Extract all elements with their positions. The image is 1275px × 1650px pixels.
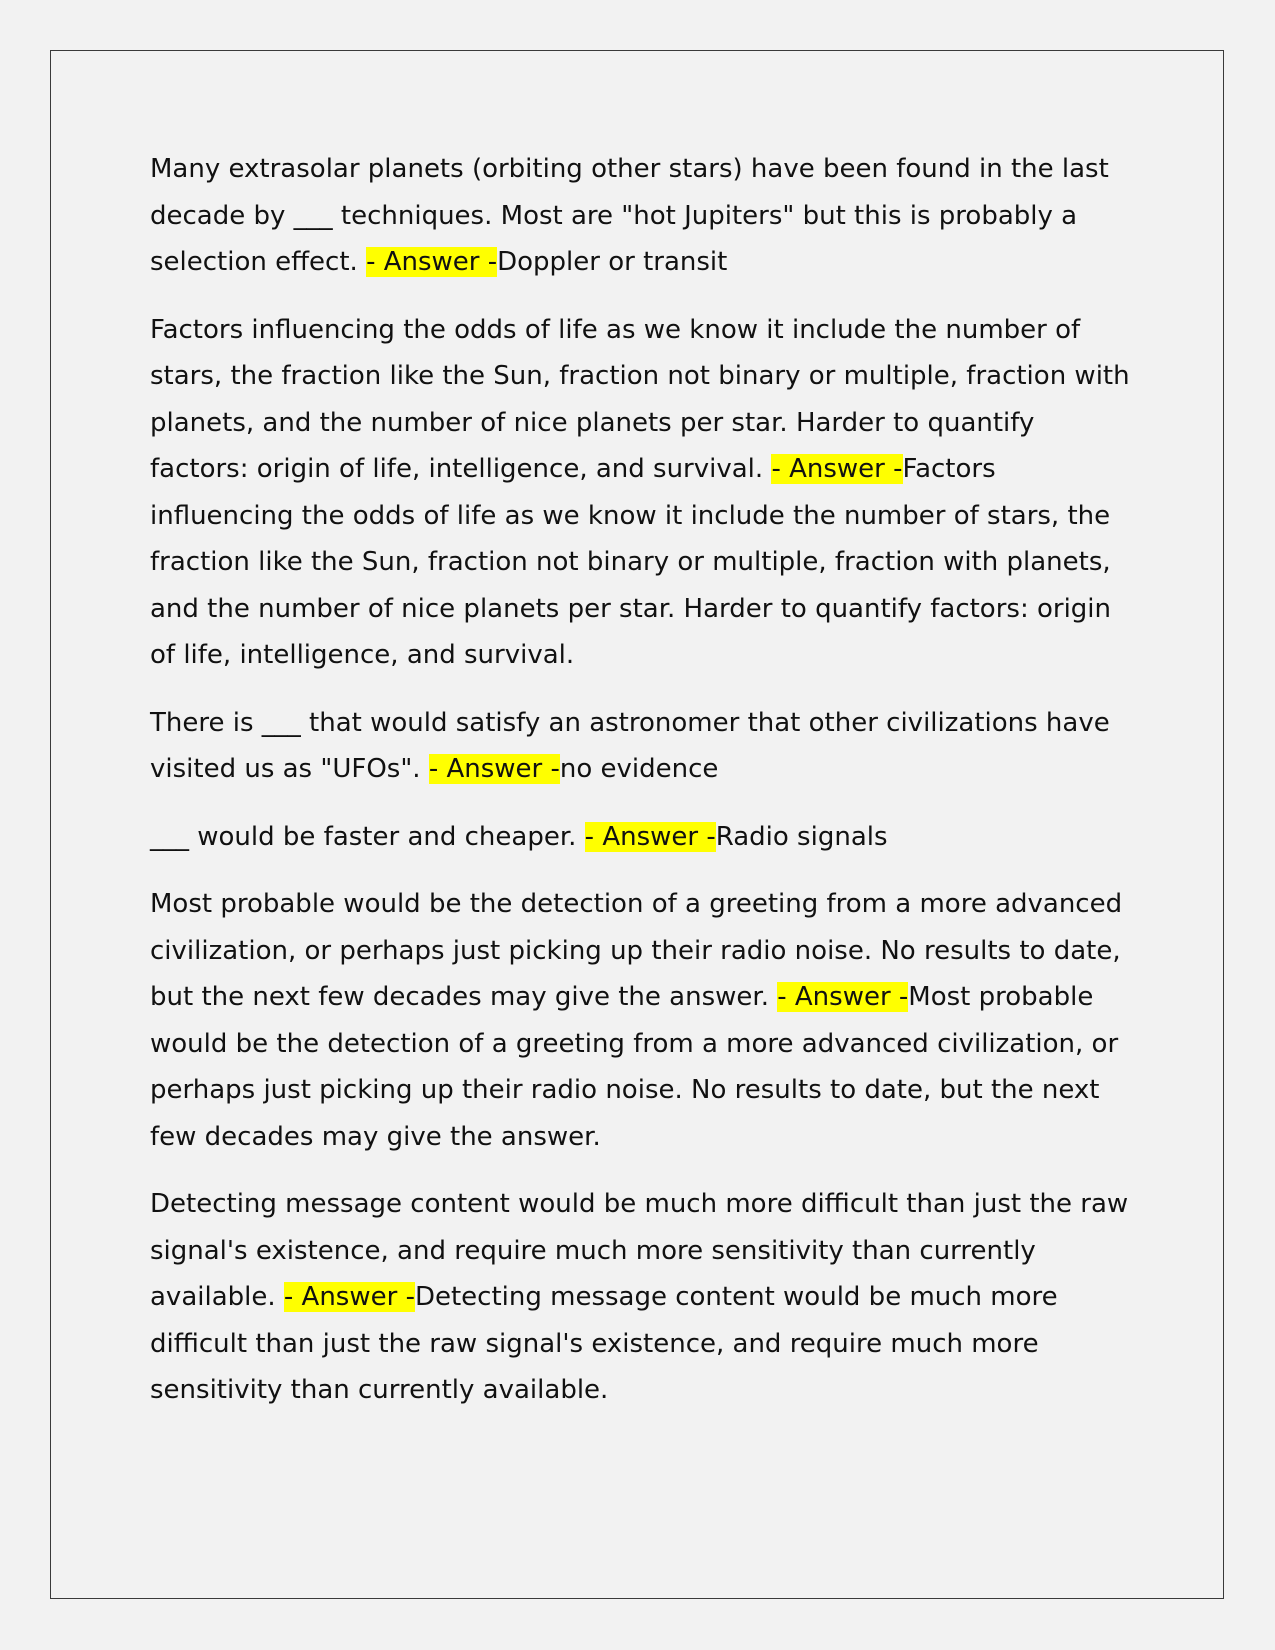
answer-text: Factors influencing the odds of life as we know it include the number of stars, the fraction like the Sun, fraction not binary or multiple, fraction with planets, and the number of nice planets per star. Harder to quantify factors: origin of life, intelligence, and survival.: [150, 454, 1111, 670]
document-body: [150, 146, 1130, 1435]
qa-item-1: [150, 146, 1130, 286]
question-text: Detecting message content would be much more difficult than just the raw signal's existence, and require much more sensitivity than currently available.: [150, 1189, 1129, 1312]
qa-item-5: [150, 881, 1130, 1160]
answer-text: Doppler or transit: [497, 247, 728, 277]
qa-item-3: [150, 700, 1130, 793]
answer-marker: - Answer -: [283, 1282, 415, 1312]
answer-marker: - Answer -: [428, 754, 560, 784]
answer-text: Radio signals: [715, 821, 888, 852]
answer-marker: - Answer -: [777, 982, 909, 1012]
answer-marker: - Answer -: [771, 454, 903, 484]
question-text: There is ___ that would satisfy an astronomer that other civilizations have visited us as "UFOs".: [150, 707, 1110, 784]
question-text: Most probable would be the detection of a greeting from a more advanced civilization, or perhaps just picking up their radio noise. No results to date, but the next few decades may give the answer.: [150, 889, 1123, 1012]
qa-item-4: [150, 814, 1130, 861]
question-text: Many extrasolar planets (orbiting other stars) have been found in the last decade by ___ techniques. Most are "hot Jupiters" but this is probably a selection effect.: [150, 154, 1109, 277]
question-text: ___ would be faster and cheaper.: [150, 821, 585, 852]
qa-item-6: [150, 1181, 1130, 1414]
answer-marker: - Answer -: [584, 821, 716, 852]
answer-text: Most probable would be the detection of a greeting from a more advanced civilization, or perhaps just picking up their radio noise. No results to date, but the next few decades may give the answer.: [150, 982, 1119, 1152]
qa-item-2: [150, 307, 1130, 679]
question-text: Factors influencing the odds of life as we know it include the number of stars, the fraction like the Sun, fraction not binary or multiple, fraction with planets, and the number of nice planets per star. Harder to quantify factors: origin of life, intelligence, and survival.: [150, 314, 1130, 484]
answer-marker: - Answer -: [366, 247, 498, 277]
answer-text: no evidence: [559, 754, 719, 784]
answer-text: Detecting message content would be much more difficult than just the raw signal's existence, and require much more sensitivity than currently available.: [150, 1282, 1058, 1405]
